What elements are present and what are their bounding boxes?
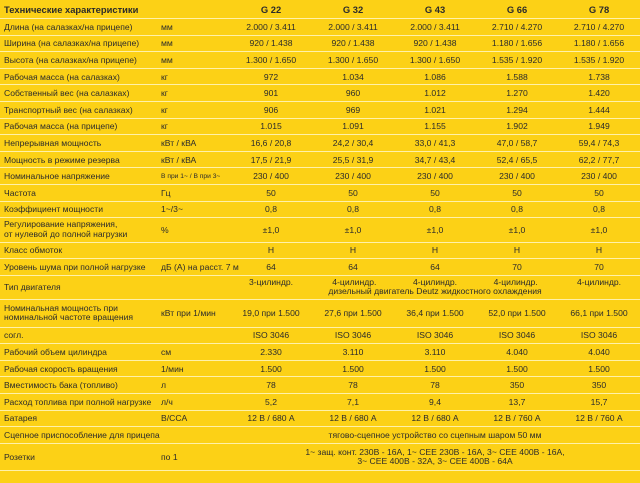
row-own-weight — [0, 85, 640, 102]
model-header-g66: G 66 — [476, 0, 558, 19]
value-g43: 36,4 при 1.500 — [406, 308, 464, 319]
header-row — [0, 0, 640, 19]
value-g22: 920 / 1.438 — [249, 38, 293, 49]
value-g78: 62,2 / 77,7 — [578, 154, 620, 165]
value-g43: 230 / 400 — [417, 171, 453, 182]
value-g43: 0,8 — [429, 204, 441, 215]
value-g32: 960 — [345, 88, 361, 99]
row-label-line: номинальной частоте вращения — [4, 312, 134, 323]
value-g66: ±1,0 — [508, 224, 526, 235]
row-label: Мощность в режиме резерва — [4, 154, 120, 165]
row-unit — [158, 427, 230, 444]
value-g78: 2.710 / 4.270 — [573, 21, 625, 32]
engine-note-cell — [312, 275, 558, 299]
value-g32: ISO 3046 — [334, 330, 372, 341]
row-noise-level — [0, 259, 640, 276]
value-g32: 24,2 / 30,4 — [332, 137, 374, 148]
value-g66: 1.588 — [506, 71, 528, 82]
row-label: Вместимость бака (топливо) — [4, 380, 118, 391]
value-g22: 50 — [266, 187, 276, 198]
row-label: согл. — [4, 330, 24, 341]
value-g32: 920 / 1.438 — [331, 38, 375, 49]
row-power-factor — [0, 201, 640, 218]
value-g78: 1.180 / 1.656 — [573, 38, 625, 49]
value-g32: 0,8 — [347, 204, 359, 215]
row-label: Класс обмоток — [4, 245, 63, 256]
value-g43: ISO 3046 — [416, 330, 454, 341]
value-g66: 70 — [512, 261, 522, 272]
value-g78: 50 — [594, 187, 604, 198]
value-g22: 1.500 — [260, 363, 282, 374]
value-g66: ISO 3046 — [498, 330, 536, 341]
row-rotation-speed — [0, 360, 640, 377]
row-voltage-regulation — [0, 218, 640, 242]
value-g78: ±1,0 — [590, 224, 608, 235]
value-g43: 3.110 — [424, 346, 446, 357]
value-g78: 1.500 — [588, 363, 610, 374]
value-g43: 34,7 / 43,4 — [414, 154, 456, 165]
sockets-value — [230, 443, 640, 471]
row-unit: Гц — [161, 187, 171, 198]
table-title: Технические характеристики — [0, 0, 230, 19]
value-g78: ISO 3046 — [580, 330, 618, 341]
value-g78: 66,1 при 1.500 — [570, 308, 628, 319]
value-g78: 1.444 — [588, 104, 610, 115]
row-label: Расход топлива при полной нагрузке — [4, 396, 152, 407]
value-g66: H — [513, 245, 521, 256]
row-unit: кг — [161, 104, 168, 115]
value-g22: ±1,0 — [262, 224, 280, 235]
row-operating-mass-trailer — [0, 118, 640, 135]
row-unit: кг — [161, 88, 168, 99]
row-label: Непрерывная мощность — [4, 137, 102, 148]
row-label: Собственный вес (на салазках) — [4, 88, 130, 99]
row-engine-type — [0, 275, 640, 299]
row-label-line: Регулирование напряжения, — [4, 219, 118, 230]
row-label: Транспортный вес (на салазках) — [4, 104, 133, 115]
row-unit: 1/мин — [161, 363, 184, 374]
value-g78: 70 — [594, 261, 604, 272]
hitch-value: тягово-сцепное устройство со сцепным шаром 50 мм — [328, 429, 542, 440]
row-battery — [0, 410, 640, 427]
sockets-line: 1~ защ. конт. 230В - 16А, 1~ CEE 230В - 16А, 3~ CEE 400В - 16А, — [305, 446, 565, 457]
value-g66: 1.500 — [506, 363, 528, 374]
row-label: Батарея — [4, 413, 38, 424]
value-g43: H — [431, 245, 439, 256]
value-g78: H — [595, 245, 603, 256]
row-label — [0, 218, 158, 242]
engine-cylinders-g32: 4-цилиндр. — [332, 276, 377, 287]
row-unit: % — [161, 224, 169, 235]
value-g32: H — [349, 245, 357, 256]
row-operating-mass-skid — [0, 68, 640, 85]
value-g78: 350 — [591, 380, 607, 391]
value-g43: 12 В / 680 А — [411, 413, 459, 424]
value-g32: 1.500 — [342, 363, 364, 374]
value-g66: 1.180 / 1.656 — [491, 38, 543, 49]
row-unit: мм — [161, 54, 173, 65]
model-header-g78: G 78 — [558, 0, 640, 19]
row-label-line: от нулевой до полной нагрузки — [4, 228, 128, 239]
row-unit: кВт / кВА — [161, 137, 197, 148]
value-g22: H — [267, 245, 275, 256]
row-unit — [158, 275, 230, 299]
row-unit: кг — [161, 121, 168, 132]
value-g22: ISO 3046 — [252, 330, 290, 341]
value-g43: 1.021 — [424, 104, 446, 115]
row-label: Коэффициент мощности — [4, 204, 104, 215]
value-g43: 1.086 — [424, 71, 446, 82]
value-g66: 47,0 / 58,7 — [496, 137, 538, 148]
value-g66: 52,0 при 1.500 — [488, 308, 546, 319]
row-unit: л — [161, 380, 167, 391]
value-g32: ±1,0 — [344, 224, 362, 235]
value-g78: 4.040 — [588, 346, 610, 357]
value-g66: 52,4 / 65,5 — [496, 154, 538, 165]
row-unit: л/ч — [161, 396, 173, 407]
value-g78: 1.738 — [588, 71, 610, 82]
row-label: Уровень шума при полной нагрузке — [4, 261, 146, 272]
engine-cylinders-g66: 4-цилиндр. — [493, 276, 538, 287]
row-label: Рабочий объем цилиндра — [4, 346, 107, 357]
value-g22: 1.015 — [260, 121, 282, 132]
row-label: Рабочая масса (на салазках) — [4, 71, 120, 82]
row-standby-power — [0, 151, 640, 168]
value-g78: 59,4 / 74,3 — [578, 137, 620, 148]
value-g32: 7,1 — [347, 396, 359, 407]
engine-cylinders-g43: 4-цилиндр. — [412, 276, 458, 287]
row-label: Рабочая скорость вращения — [4, 363, 118, 374]
value-g43: 64 — [430, 261, 440, 272]
value-g43: 33,0 / 41,3 — [414, 137, 456, 148]
value-g32: 3.110 — [342, 346, 364, 357]
value-g32: 969 — [345, 104, 361, 115]
row-label — [0, 300, 158, 328]
model-header-g22: G 22 — [230, 0, 312, 19]
value-g22: 1.300 / 1.650 — [245, 54, 297, 65]
value-g43: 1.155 — [424, 121, 446, 132]
value-g78: 0,8 — [593, 204, 605, 215]
row-displacement — [0, 344, 640, 361]
row-unit: кг — [161, 71, 168, 82]
engine-cylinders: 3-цилиндр. — [248, 276, 294, 287]
value-g66: 230 / 400 — [499, 171, 535, 182]
value-g66: 4.040 — [506, 346, 528, 357]
row-unit: кВт / кВА — [161, 154, 197, 165]
value-g32: 25,5 / 31,9 — [332, 154, 374, 165]
value-g43: 1.012 — [424, 88, 446, 99]
row-unit: 1~/3~ — [161, 204, 183, 215]
value-g66: 1.902 — [506, 121, 528, 132]
value-g78: 1.420 — [588, 88, 610, 99]
row-label: Тип двигателя — [4, 282, 61, 293]
value-g78: 1.535 / 1.920 — [573, 54, 625, 65]
row-unit — [158, 242, 230, 259]
row-tank-capacity — [0, 377, 640, 394]
engine-cylinders: 4-цилиндр. — [576, 276, 622, 287]
value-g32: 64 — [348, 261, 358, 272]
value-g22: 19,0 при 1.500 — [242, 308, 300, 319]
row-rated-voltage — [0, 168, 640, 185]
value-g22: 16,6 / 20,8 — [250, 137, 292, 148]
value-g43: 920 / 1.438 — [413, 38, 457, 49]
value-g66: 1.535 / 1.920 — [491, 54, 543, 65]
row-unit: см — [161, 346, 172, 357]
value-g78: 12 В / 760 А — [575, 413, 623, 424]
value-g66: 2.710 / 4.270 — [491, 21, 543, 32]
value-g22: 78 — [266, 380, 276, 391]
value-g32: 50 — [348, 187, 358, 198]
row-sockets — [0, 443, 640, 471]
value-g22: 2.330 — [260, 346, 282, 357]
row-height — [0, 52, 640, 69]
row-unit: мм — [161, 38, 173, 49]
value-g32: 1.300 / 1.650 — [327, 54, 379, 65]
row-frequency — [0, 184, 640, 201]
value-g43: ±1,0 — [426, 224, 444, 235]
row-fuel-consumption — [0, 393, 640, 410]
value-g32: 1.091 — [342, 121, 364, 132]
row-insulation-class — [0, 242, 640, 259]
value-g22 — [230, 275, 312, 299]
row-standard — [0, 327, 640, 344]
value-g43: 2.000 / 3.411 — [410, 21, 460, 32]
value-g66: 1.270 — [506, 88, 528, 99]
engine-type-note: дизельный двигатель Deutz жидкостного охлаждения — [328, 286, 542, 297]
value-g32: 27,6 при 1.500 — [324, 308, 382, 319]
row-unit: дБ (A) на расст. 7 м — [161, 261, 239, 272]
sockets-line: 3~ CEE 400В - 32А, 3~ CEE 400В - 64А — [357, 456, 513, 466]
row-rated-engine-power — [0, 300, 640, 328]
model-header-g43: G 43 — [394, 0, 476, 19]
row-unit: по 1 — [161, 452, 178, 462]
value-g22: 17,5 / 21,9 — [250, 154, 292, 165]
value-g78 — [558, 275, 640, 299]
row-length — [0, 19, 640, 36]
value-g22: 0,8 — [265, 204, 277, 215]
value-g32: 230 / 400 — [335, 171, 371, 182]
value-g43: 9,4 — [429, 396, 441, 407]
value-g43: 78 — [430, 380, 440, 391]
row-label: Высота (на салазках/на прицепе) — [4, 54, 137, 65]
value-g32: 2.000 / 3.411 — [328, 21, 378, 32]
value-g66: 350 — [509, 380, 525, 391]
value-g66: 0,8 — [511, 204, 523, 215]
row-trailer-hitch — [0, 427, 640, 444]
value-g78: 230 / 400 — [581, 171, 617, 182]
row-unit: мм — [161, 21, 173, 32]
row-label: Длина (на салазках/на прицепе) — [4, 21, 133, 32]
row-label-line: Номинальная мощность при — [4, 302, 118, 313]
value-g22: 972 — [263, 71, 279, 82]
value-g32: 78 — [348, 380, 358, 391]
row-unit: кВт при 1/мин — [161, 308, 216, 319]
model-header-g32: G 32 — [312, 0, 394, 19]
value-g78: 1.949 — [588, 121, 610, 132]
value-g22: 906 — [263, 104, 279, 115]
value-g22: 2.000 / 3.411 — [246, 21, 296, 32]
value-g43: 1.500 — [424, 363, 446, 374]
value-g22: 5,2 — [265, 396, 277, 407]
value-g22: 230 / 400 — [253, 171, 289, 182]
value-g43: 50 — [430, 187, 440, 198]
value-g22: 12 В / 680 А — [247, 413, 295, 424]
row-unit: В/CCA — [161, 413, 188, 424]
value-g78: 15,7 — [590, 396, 608, 407]
row-label: Рабочая масса (на прицепе) — [4, 121, 118, 132]
row-continuous-power — [0, 135, 640, 152]
row-unit: В при 1~ / В при 3~ — [161, 172, 221, 180]
value-g32: 12 В / 680 А — [329, 413, 377, 424]
value-g66: 50 — [512, 187, 522, 198]
value-g22: 64 — [266, 261, 276, 272]
value-g43: 1.300 / 1.650 — [409, 54, 461, 65]
value-g66: 13,7 — [508, 396, 526, 407]
row-label: Сцепное приспособление для прицепа — [4, 429, 160, 440]
value-g66: 12 В / 760 А — [493, 413, 541, 424]
row-label: Ширина (на салазках/на прицепе) — [4, 38, 140, 49]
row-unit — [158, 327, 230, 344]
value-g22: 901 — [263, 88, 279, 99]
row-width — [0, 35, 640, 52]
value-g32: 1.034 — [342, 71, 364, 82]
row-transport-weight — [0, 101, 640, 118]
value-g66: 1.294 — [506, 104, 528, 115]
row-label: Розетки — [4, 452, 35, 462]
row-label: Номинальное напряжение — [4, 171, 110, 182]
row-label: Частота — [4, 187, 36, 198]
